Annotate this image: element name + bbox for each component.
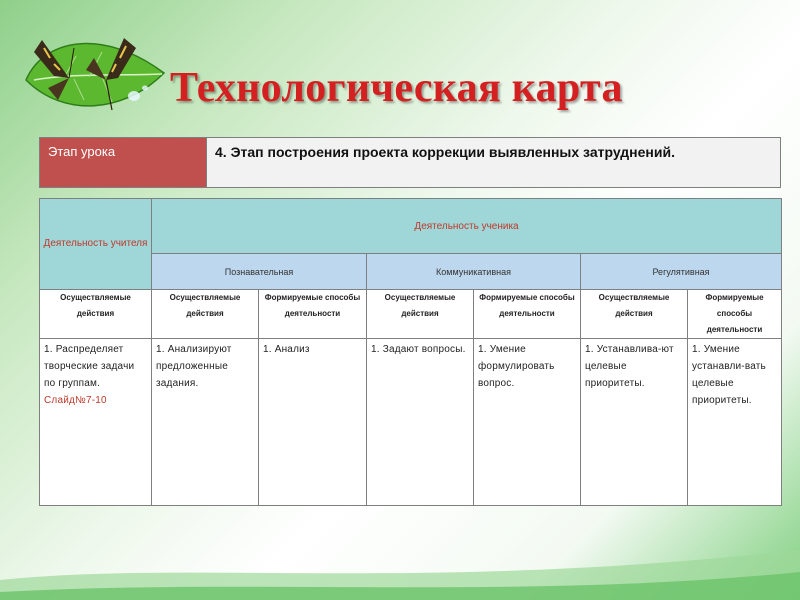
page-title: Технологическая карта [170,65,623,111]
column-header: Осуществляемые действия [581,290,688,339]
table-cell: 1. Задают вопросы. [367,339,474,506]
teacher-text: 1. Распределяет творческие задачи по группам. [44,344,135,389]
column-header: Осуществляемые действия [152,290,259,339]
leaf-butterfly-illustration [14,18,174,123]
group-header-cognitive: Познавательная [152,254,367,290]
teacher-activity-header: Деятельность учителя [40,199,152,290]
stage-value: 4. Этап построения проекта коррекции выявленных затруднений. [207,138,781,188]
table-cell: 1. Устанавлива-ют целевые приоритеты. [581,339,688,506]
activity-table [39,198,782,506]
bottom-wave-decoration [0,520,800,600]
column-header: Осуществляемые действия [40,290,152,339]
group-header-regulatory: Регулятивная [581,254,782,290]
column-header: Формируемые способы деятельности [474,290,581,339]
table-cell: 1. Умение формулировать вопрос. [474,339,581,506]
stage-label: Этап урока [40,138,207,188]
column-header: Формируемые способы деятельности [259,290,367,339]
column-header: Осуществляемые действия [367,290,474,339]
column-header: Формируемые способы деятельности [688,290,782,339]
teacher-cell [40,339,152,506]
table-cell: 1. Умение устанавли-вать целевые приоритеты. [688,339,782,506]
table-cell: 1. Анализ [259,339,367,506]
student-activity-header: Деятельность ученика [152,199,782,254]
stage-table [39,137,781,188]
group-header-communicative: Коммуникативная [367,254,581,290]
table-cell: 1. Анализируют предложенные задания. [152,339,259,506]
slide-reference: Слайд№7-10 [44,395,107,406]
table-row [40,339,782,506]
